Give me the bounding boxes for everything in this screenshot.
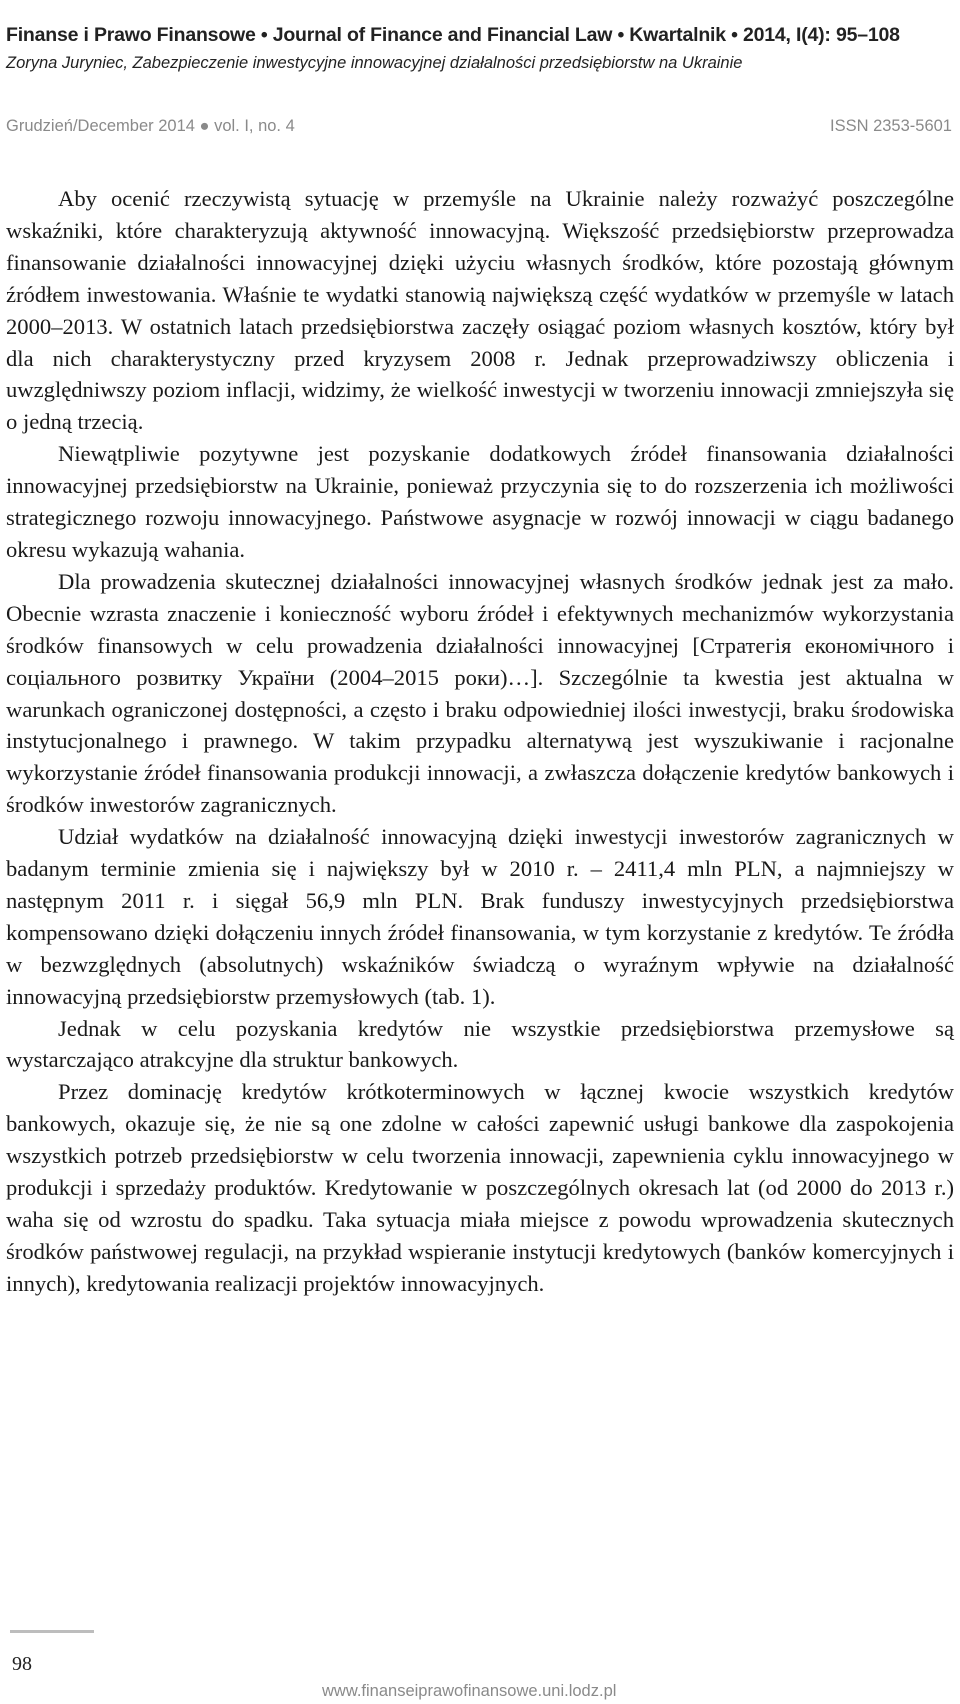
- page-number: 98: [12, 1653, 32, 1675]
- paragraph: Przez dominację kredytów krótkoterminowych w łącznej kwocie wszystkich kredytów bankowych, okazuje się, że nie są one zdolne w całości zapewnić usługi bankowe dla zaspokojenia wszystkich potrzeb przedsiębiorstw w celu tworzenia innowacji, zapewnienia cyklu innowacyjnego w produkcji i sprzedaży produktów. Kredytowanie w poszczególnych okresach lat (od 2000 do 2013 r.) waha się od wzrostu do spadku. Taka sytuacja miała miejsce z powodu wprowadzenia skutecznych środków państwowej regulacji, na przykład wspieranie instytucji kredytowych (banków komercyjnych i innych), kredytowania realizacji projektów innowacyjnych.: [6, 1079, 954, 1296]
- paragraph: Aby ocenić rzeczywistą sytuację w przemyśle na Ukrainie należy rozważyć poszczególne wskaźniki, które charakteryzują aktywność innowacyjną. Większość przedsiębiorstw przeprowadza finansowanie działalności innowacyjnej dzięki użyciu własnych środków, które pozostają głównym źródłem inwestowania. Właśnie te wydatki stanowią największą część wydatków w przemyśle w latach 2000–2013. W ostatnich latach przedsiębiorstwa zaczęły osiągać poziom własnych kosztów, który był dla nich charakterystyczny przed kryzysem 2008 r. Jednak przeprowadziwszy obliczenia i uwzględniwszy poziom inflacji, widzimy, że wielkość inwestycji w tworzeniu innowacji zmniejszyła się o jedną trzecią.: [6, 186, 954, 435]
- footer-divider: [10, 1630, 94, 1633]
- article-body: [6, 183, 954, 1300]
- journal-title-line: Finanse i Prawo Finansowe • Journal of Finance and Financial Law • Kwartalnik • 2014, I(4): 95–108: [6, 24, 900, 46]
- paragraph: Dla prowadzenia skutecznej działalności innowacyjnej własnych środków jednak jest za mało. Obecnie wzrasta znaczenie i konieczność wyboru źródeł i efektywnych mechanizmów wykorzystania środków finansowych w celu prowadzenia działalności innowacyjnej [Стратегія економічного і соціального розвитку України (2004–2015 роки)…]. Szczególnie ta kwestia jest aktualna w warunkach ograniczonej dostępności, a często i braku odpowiedniej ilości inwestycji, braku środowiska instytucjonalnego i prawnego. W takim przypadku alternatywą jest wyszukiwanie i racjonalne wykorzystanie źródeł finansowania produkcji innowacji, a zwłaszcza dołączenie kredytów bankowych i środków inwestorów zagranicznych.: [6, 568, 954, 818]
- issue-info: Grudzień/December 2014 ● vol. I, no. 4: [6, 117, 295, 135]
- paragraph: Niewątpliwie pozytywne jest pozyskanie dodatkowych źródeł finansowania działalności innowacyjnej przedsiębiorstw na Ukrainie, ponieważ przyczynia się to do rozszerzenia ich możliwości strategicznego rozwoju innowacyjnego. Państwowe asygnacje w rozwój innowacji w ciągu badanego okresu wykazują wahania.: [6, 441, 954, 562]
- journal-url: www.finanseiprawofinansowe.uni.lodz.pl: [322, 1682, 617, 1700]
- paragraph: Jednak w celu pozyskania kredytów nie wszystkie przedsiębiorstwa przemysłowe są wystarczająco atrakcyjne dla struktur bankowych.: [6, 1015, 954, 1073]
- issn: ISSN 2353-5601: [829, 117, 952, 135]
- article-author-title-line: Zoryna Juryniec, Zabezpieczenie inwestycyjne innowacyjnej działalności przedsiębiorstw na Ukrainie: [6, 54, 743, 72]
- paragraph: Udział wydatków na działalność innowacyjną dzięki inwestycji inwestorów zagranicznych w badanym terminie zmienia się i największy był w 2010 r. – 2411,4 mln PLN, a najmniejszy w następnym 2011 r. i sięgał 56,9 mln PLN. Brak funduszy inwestycyjnych przedsiębiorstwa kompensowano dzięki dołączeniu innych źródeł finansowania, w tym korzystanie z kredytów. Te źródła w bezwzględnych (absolutnych) wskaźników świadczą o wyraźnym wpływie na działalność innowacyjną przedsiębiorstw przemysłowych (tab. 1).: [6, 824, 954, 1009]
